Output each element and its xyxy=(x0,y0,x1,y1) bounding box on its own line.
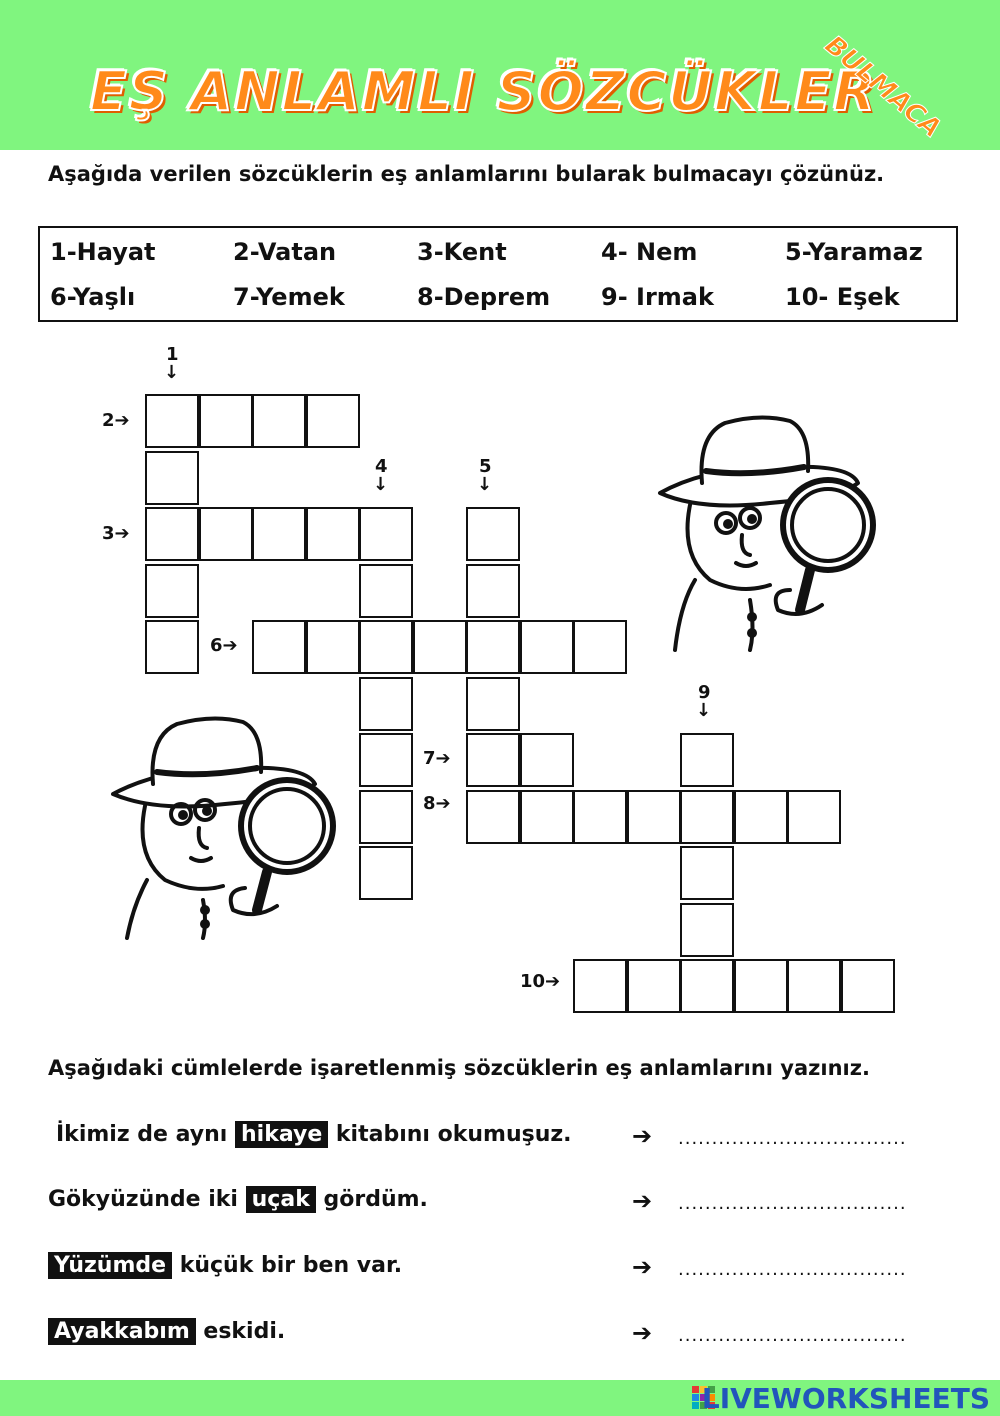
crossword-cell[interactable] xyxy=(359,507,413,561)
number-10: 10➔ xyxy=(520,971,561,992)
answer-field-1[interactable]: .................................. xyxy=(678,1128,907,1149)
clue-1: 1-Hayat xyxy=(50,238,156,266)
arrow-down-4: ↓ xyxy=(373,474,389,495)
answer-field-4[interactable]: .................................. xyxy=(678,1325,907,1346)
sentence-3-after: küçük bir ben var. xyxy=(172,1253,403,1278)
crossword-cell[interactable] xyxy=(252,620,306,674)
clue-3: 3-Kent xyxy=(417,238,507,266)
number-9: 9 xyxy=(698,682,711,703)
crossword-cell[interactable] xyxy=(359,564,413,618)
sentence-4-after: eskidi. xyxy=(195,1319,286,1344)
crossword-cell[interactable] xyxy=(359,790,413,844)
clue-9: 9- Irmak xyxy=(601,283,714,311)
crossword-cell[interactable] xyxy=(145,620,199,674)
number-4: 4 xyxy=(375,456,388,477)
crossword-cell[interactable] xyxy=(306,394,360,448)
crossword-cell[interactable] xyxy=(787,959,841,1013)
instruction-crossword: Aşağıda verilen sözcüklerin eş anlamlarını bularak bulmacayı çözünüz. xyxy=(48,162,885,186)
crossword-cell[interactable] xyxy=(680,959,734,1013)
crossword-cell[interactable] xyxy=(466,564,520,618)
number-5: 5 xyxy=(479,456,492,477)
clue-10: 10- Eşek xyxy=(785,283,900,311)
crossword-cell[interactable] xyxy=(306,507,360,561)
crossword-cell[interactable] xyxy=(627,790,681,844)
crossword-cell[interactable] xyxy=(680,733,734,787)
number-1: 1 xyxy=(166,344,179,365)
crossword-cell[interactable] xyxy=(841,959,895,1013)
crossword-cell[interactable] xyxy=(734,959,788,1013)
crossword-cell[interactable] xyxy=(520,620,574,674)
clue-6: 6-Yaşlı xyxy=(50,283,136,311)
bulmaca-badge: BULMACA xyxy=(818,30,947,145)
crossword-cell[interactable] xyxy=(199,394,253,448)
crossword-cell[interactable] xyxy=(145,394,199,448)
crossword-cell[interactable] xyxy=(359,846,413,900)
sentence-3-marked: Yüzümde xyxy=(48,1252,172,1279)
crossword-cell[interactable] xyxy=(520,790,574,844)
crossword-cell[interactable] xyxy=(787,790,841,844)
clue-5: 5-Yaramaz xyxy=(785,238,923,266)
instruction-synonyms: Aşağıdaki cümlelerde işaretlenmiş sözcüklerin eş anlamlarını yazınız. xyxy=(48,1056,870,1080)
crossword-cell[interactable] xyxy=(680,846,734,900)
sentence-1-before: İkimiz de aynı xyxy=(56,1122,235,1147)
crossword-cell[interactable] xyxy=(252,507,306,561)
number-6: 6➔ xyxy=(210,635,238,656)
clue-box xyxy=(38,226,958,322)
clue-7: 7-Yemek xyxy=(233,283,345,311)
clue-2: 2-Vatan xyxy=(233,238,337,266)
number-8: 8➔ xyxy=(423,793,451,814)
detective-illustration-left xyxy=(105,710,340,940)
answer-field-3[interactable]: .................................. xyxy=(678,1259,907,1280)
crossword-cell[interactable] xyxy=(359,620,413,674)
crossword-cell[interactable] xyxy=(145,507,199,561)
sentence-4-marked: Ayakkabım xyxy=(48,1318,196,1345)
sentence-1-after: kitabını okumuşuz. xyxy=(328,1122,572,1147)
sentence-2-arrow: ➔ xyxy=(632,1187,653,1215)
crossword-cell[interactable] xyxy=(520,733,574,787)
crossword-cell[interactable] xyxy=(252,394,306,448)
crossword-cell[interactable] xyxy=(413,620,467,674)
crossword-cell[interactable] xyxy=(359,677,413,731)
crossword-cell[interactable] xyxy=(466,620,520,674)
footer-brand: LIVEWORKSHEETS xyxy=(701,1382,990,1415)
answer-field-2[interactable]: .................................. xyxy=(678,1193,907,1214)
sentence-1-marked: hikaye xyxy=(235,1121,328,1148)
sentence-2-after: gördüm. xyxy=(315,1187,428,1212)
sentence-1 xyxy=(56,1122,572,1147)
crossword-cell[interactable] xyxy=(680,790,734,844)
sentence-2 xyxy=(48,1187,428,1212)
crossword-cell[interactable] xyxy=(466,677,520,731)
sentence-3 xyxy=(48,1253,402,1278)
crossword-cell[interactable] xyxy=(573,620,627,674)
number-2: 2➔ xyxy=(102,410,130,431)
detective-illustration-right xyxy=(650,405,880,655)
crossword-cell[interactable] xyxy=(145,451,199,505)
crossword-cell[interactable] xyxy=(359,733,413,787)
number-3: 3➔ xyxy=(102,523,130,544)
crossword-cell[interactable] xyxy=(199,507,253,561)
crossword-cell[interactable] xyxy=(573,959,627,1013)
sentence-4-arrow: ➔ xyxy=(632,1319,653,1347)
crossword-cell[interactable] xyxy=(680,903,734,957)
crossword-cell[interactable] xyxy=(734,790,788,844)
page-title: EŞ ANLAMLI SÖZCÜKLER xyxy=(90,60,877,123)
crossword-cell[interactable] xyxy=(573,790,627,844)
crossword-cell[interactable] xyxy=(145,564,199,618)
number-7: 7➔ xyxy=(423,748,451,769)
sentence-2-before: Gökyüzünde iki xyxy=(48,1187,246,1212)
crossword-cell[interactable] xyxy=(306,620,360,674)
arrow-down-1: ↓ xyxy=(164,362,180,383)
sentence-1-arrow: ➔ xyxy=(632,1122,653,1150)
arrow-down-9: ↓ xyxy=(696,700,712,721)
clue-8: 8-Deprem xyxy=(417,283,551,311)
sentence-3-arrow: ➔ xyxy=(632,1253,653,1281)
sentence-2-marked: uçak xyxy=(246,1186,316,1213)
crossword-cell[interactable] xyxy=(466,507,520,561)
sentence-4 xyxy=(48,1319,285,1344)
crossword-cell[interactable] xyxy=(627,959,681,1013)
arrow-down-5: ↓ xyxy=(477,474,493,495)
crossword-cell[interactable] xyxy=(466,790,520,844)
clue-4: 4- Nem xyxy=(601,238,698,266)
crossword-cell[interactable] xyxy=(466,733,520,787)
